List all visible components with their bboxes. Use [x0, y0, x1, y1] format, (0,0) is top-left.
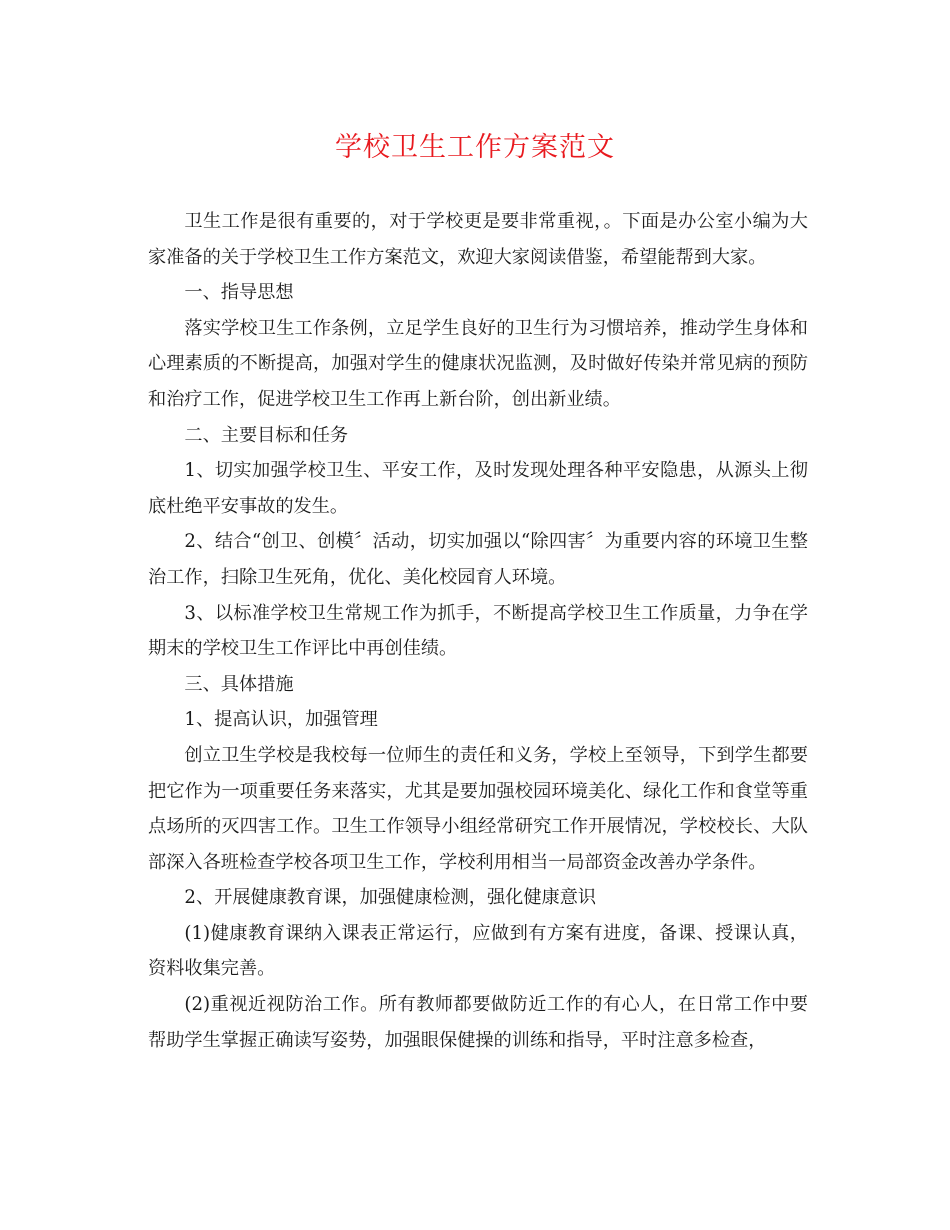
paragraph-guiding-ideology: 落实学校卫生工作条例，立足学生良好的卫生行为习惯培养，推动学生身体和心理素质的不断提高，加强对学生的健康状况监测，及时做好传染并常见病的预防和治疗工作，促进学校卫生工作再上新台阶，创出新业绩。: [148, 317, 808, 410]
document-body: [148, 204, 808, 1058]
paragraph-intro: 卫生工作是很有重要的，对于学校更是要非常重视，。下面是办公室小编为大家准备的关于学校卫生工作方案范文，欢迎大家阅读借鉴，希望能帮到大家。: [148, 211, 808, 268]
heading-goals-tasks: 二、主要目标和任务: [184, 424, 349, 446]
paragraph-measure-1: 创立卫生学校是我校每一位师生的责任和义务，学校上至领导，下到学生都要把它作为一项重要任务来落实，尤其是要加强校园环境美化、绿化工作和食堂等重点场所的灭四害工作。卫生工作领导小组经常研究工作开展情况，学校校长、大队部深入各班检查学校各项卫生工作，学校利用相当一局部资金改善办学条件。: [148, 744, 808, 873]
paragraph-goal-2: 2、结合“创卫、创模〞活动，切实加强以“除四害〞为重要内容的环境卫生整治工作，扫除卫生死角，优化、美化校园育人环境。: [148, 531, 808, 588]
heading-guiding-ideology: 一、指导思想: [184, 282, 294, 304]
paragraph-goal-1: 1、切实加强学校卫生、平安工作，及时发现处理各种平安隐患，从源头上彻底杜绝平安事故的发生。: [148, 460, 808, 517]
heading-measures: 三、具体措施: [184, 673, 294, 695]
subheading-measure-2: 2、开展健康教育课，加强健康检测，强化健康意识: [184, 887, 597, 909]
paragraph-measure-2-item-2: (2)重视近视防治工作。所有教师都要做防近工作的有心人，在日常工作中要帮助学生掌握正确读写姿势，加强眼保健操的训练和指导，平时注意多检查，: [148, 994, 808, 1051]
subheading-measure-1: 1、提高认识，加强管理: [184, 709, 378, 731]
paragraph-goal-3: 3、以标准学校卫生常规工作为抓手，不断提高学校卫生工作质量，力争在学期末的学校卫生工作评比中再创佳绩。: [148, 602, 808, 660]
paragraph-measure-2-item-1: (1)健康教育课纳入课表正常运行，应做到有方案有进度，备课、授课认真，资料收集完善。: [148, 922, 808, 980]
document-title: 学校卫生工作方案范文: [335, 132, 615, 163]
